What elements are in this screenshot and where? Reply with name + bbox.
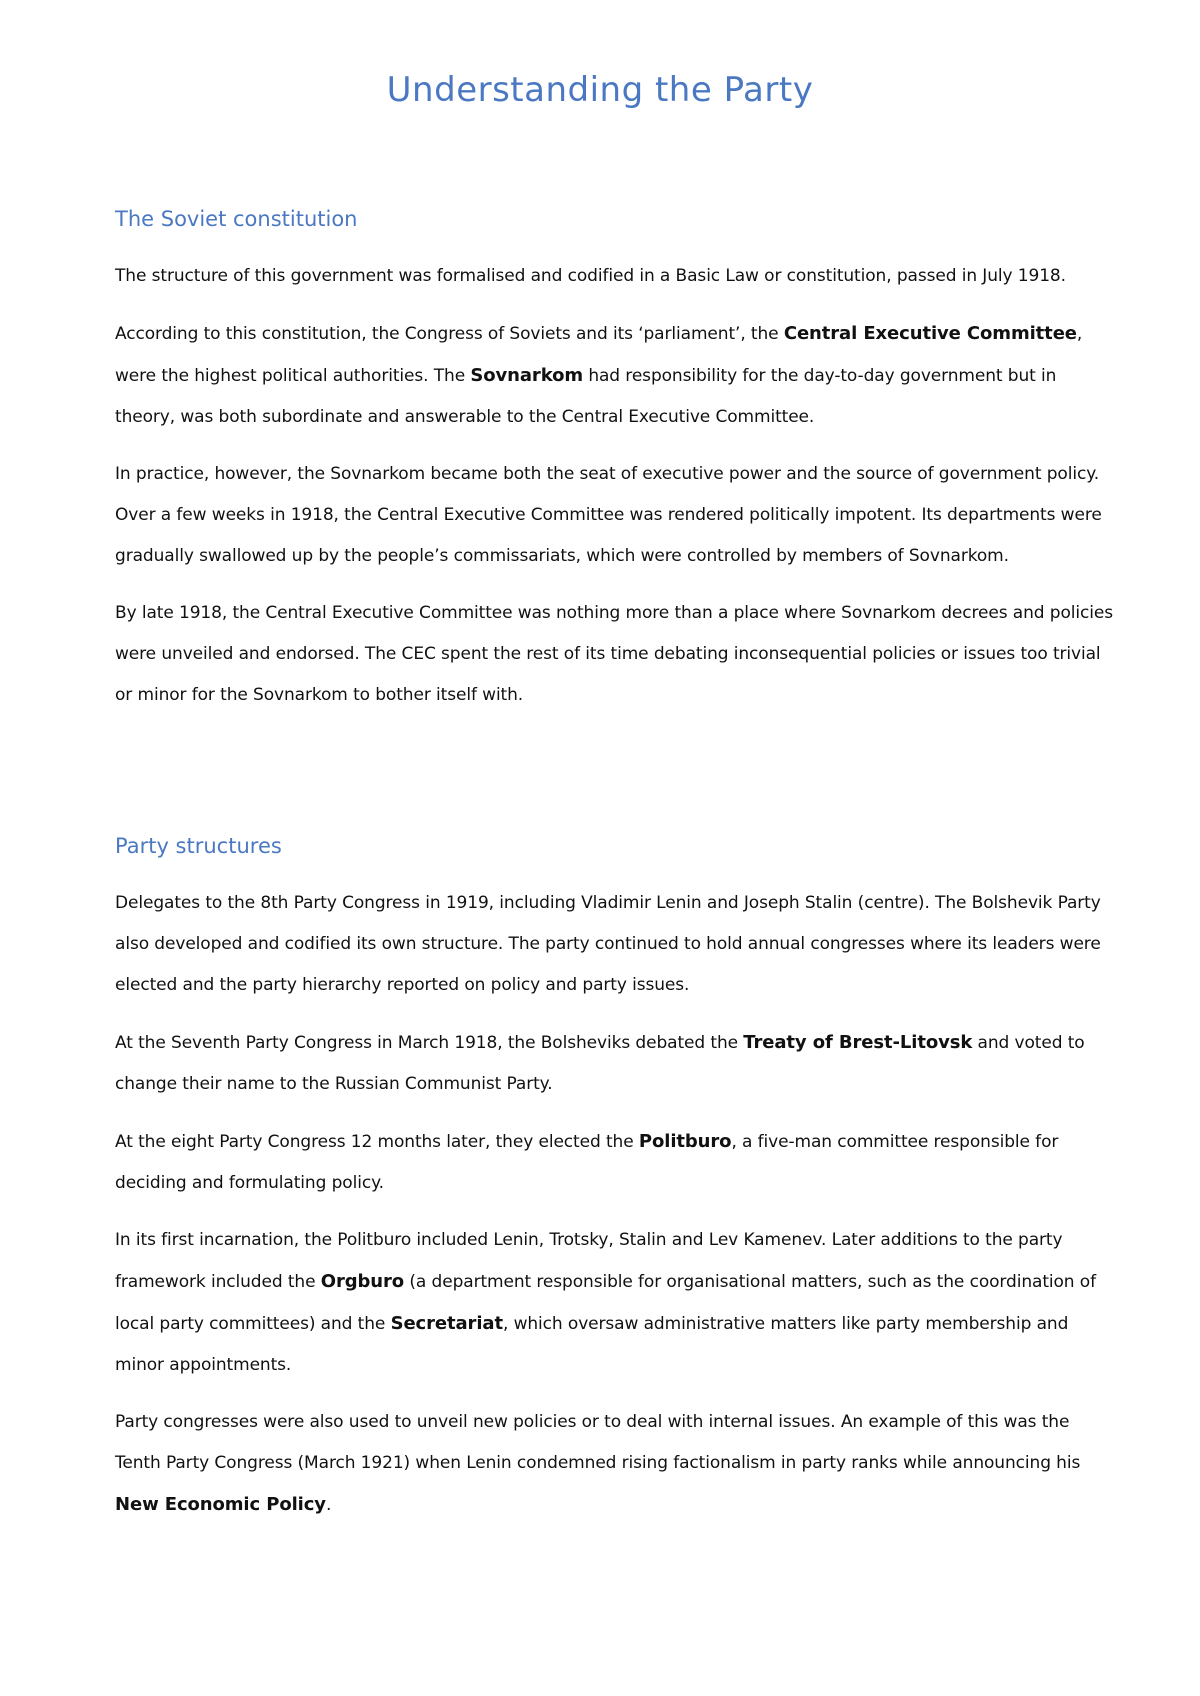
- text-run: , which oversaw administrative matters like party membership and minor appointments.: [115, 1314, 1069, 1375]
- text-run: At the eight Party Congress 12 months later, they elected the: [115, 1132, 639, 1152]
- section-soviet-constitution: [115, 204, 1115, 732]
- text-run: By late 1918, the Central Executive Committee was nothing more than a place where Sovnarkom decrees and policies were unveiled and endorsed. The CEC spent the rest of its time debating inconsequential policies or issues too trivial or minor for the Sovnarkom to bother itself with.: [115, 603, 1113, 705]
- bold-term: Politburo: [638, 1131, 732, 1152]
- text-run: had responsibility for the day-to-day government but in theory, was both subordinate and answerable to the Central Executive Committee.: [115, 366, 1057, 427]
- document-title: Understanding the Party: [386, 70, 814, 110]
- bold-term: Treaty of Brest-Litovsk: [743, 1032, 973, 1053]
- paragraph: [115, 1121, 1115, 1204]
- text-run: In practice, however, the Sovnarkom became both the seat of executive power and the source of government policy. Over a few weeks in 1918, the Central Executive Committee was rendered politically impotent. Its departments were gradually swallowed up by the people’s commissariats, which were controlled by members of Sovnarkom.: [115, 464, 1102, 566]
- paragraph: [115, 1402, 1115, 1526]
- paragraph: [115, 454, 1115, 577]
- text-run: (a department responsible for organisational matters, such as the coordination of local party committees) and the: [115, 1272, 1096, 1334]
- paragraph: [115, 883, 1115, 1006]
- section-body: [115, 883, 1115, 1526]
- paragraph: [115, 256, 1115, 297]
- bold-term: Sovnarkom: [470, 365, 584, 386]
- section-heading: The Soviet constitution: [115, 207, 358, 231]
- bold-term: Orgburo: [320, 1271, 405, 1292]
- paragraph: [115, 593, 1115, 716]
- text-run: and voted to change their name to the Russian Communist Party.: [115, 1033, 1085, 1094]
- text-run: In its first incarnation, the Politburo included Lenin, Trotsky, Stalin and Lev Kamenev. Later additions to the party framework included the: [115, 1230, 1063, 1292]
- text-run: The structure of this government was formalised and codified in a Basic Law or constitution, passed in July 1918.: [115, 266, 1066, 286]
- paragraph: [115, 313, 1115, 438]
- text-run: According to this constitution, the Congress of Soviets and its ‘parliament’, the: [115, 324, 784, 344]
- bold-term: Secretariat: [390, 1313, 503, 1334]
- text-run: , a five-man committee responsible for deciding and formulating policy.: [115, 1132, 1059, 1193]
- text-run: At the Seventh Party Congress in March 1918, the Bolsheviks debated the: [115, 1033, 744, 1053]
- bold-term: New Economic Policy: [115, 1494, 326, 1515]
- text-run: , were the highest political authorities. The: [115, 324, 1083, 386]
- section-heading: Party structures: [115, 834, 282, 858]
- text-run: .: [325, 1495, 332, 1515]
- section-party-structures: [115, 831, 1115, 1542]
- paragraph: [115, 1022, 1115, 1105]
- bold-term: Central Executive Committee: [783, 323, 1077, 344]
- paragraph: [115, 1220, 1115, 1386]
- text-run: Party congresses were also used to unveil new policies or to deal with internal issues. An example of this was the Tenth Party Congress (March 1921) when Lenin condemned rising factionalism in party ranks while announcing his: [115, 1412, 1081, 1473]
- section-body: [115, 256, 1115, 716]
- text-run: Delegates to the 8th Party Congress in 1919, including Vladimir Lenin and Joseph Stalin (centre). The Bolshevik Party also developed and codified its own structure. The party continued to hold annual congresses where its leaders were elected and the party hierarchy reported on policy and party issues.: [115, 893, 1101, 995]
